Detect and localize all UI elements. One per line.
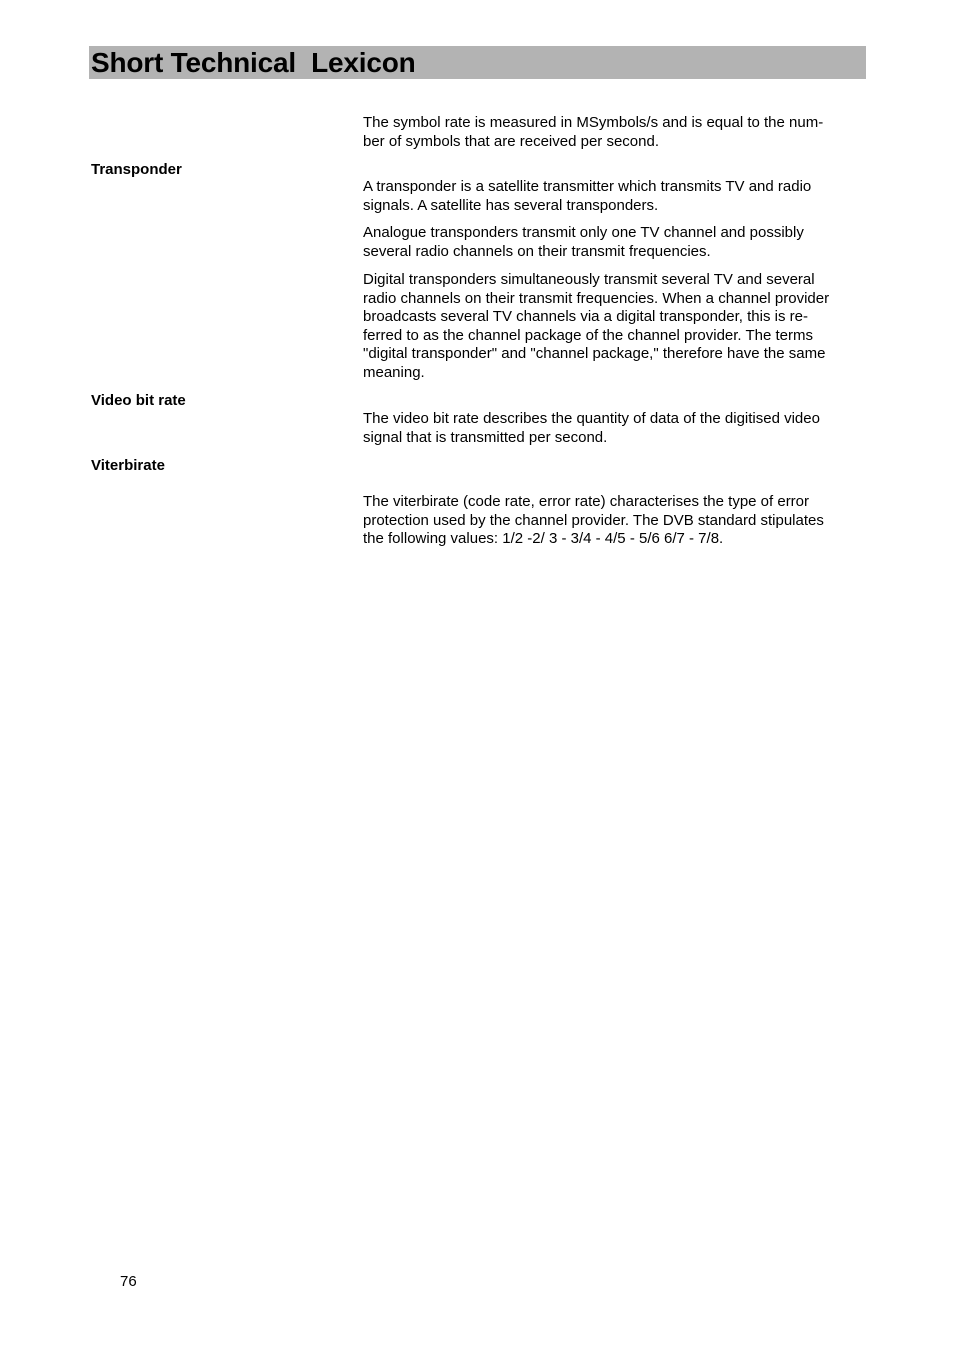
text-line: "digital transponder" and "channel package," therefore have the same xyxy=(363,345,826,363)
transponder-paragraph-3 xyxy=(363,271,868,383)
page-title: Short Technical Lexicon xyxy=(91,47,416,78)
text-line: Digital transponders simultaneously transmit several TV and several xyxy=(363,271,815,288)
text-line: The viterbirate (code rate, error rate) characterises the type of error xyxy=(363,493,810,510)
term-viterbirate: Viterbirate xyxy=(91,457,165,474)
text-line: radio channels on their transmit frequencies. When a channel provider xyxy=(363,289,830,307)
page-title-bar xyxy=(89,46,866,79)
transponder-paragraph-1 xyxy=(363,178,868,215)
term-video-bit-rate: Video bit rate xyxy=(91,392,186,409)
page-number: 76 xyxy=(120,1273,137,1290)
text-line: The video bit rate describes the quantity of data of the digitised video xyxy=(363,410,820,427)
text-line: the following values: 1/2 -2/ 3 - 3/4 - 4/5 - 5/6 6/7 - 7/8. xyxy=(363,530,724,548)
video-bit-rate-paragraph xyxy=(363,410,868,447)
text-line: signal that is transmitted per second. xyxy=(363,428,608,446)
text-line: ber of symbols that are received per second. xyxy=(363,132,659,150)
transponder-paragraph-2 xyxy=(363,224,868,261)
text-line: A transponder is a satellite transmitter which transmits TV and radio xyxy=(363,178,812,195)
text-line: several radio channels on their transmit frequencies. xyxy=(363,242,711,260)
text-line: Analogue transponders transmit only one TV channel and possibly xyxy=(363,224,804,241)
text-line: meaning. xyxy=(363,363,425,381)
text-line: broadcasts several TV channels via a digital transponder, this is re- xyxy=(363,308,808,326)
text-line: protection used by the channel provider. The DVB standard stipulates xyxy=(363,511,824,529)
text-line: ferred to as the channel package of the channel provider. The terms xyxy=(363,326,813,344)
viterbirate-paragraph xyxy=(363,493,868,549)
symbol-rate-paragraph xyxy=(363,114,868,151)
text-line: signals. A satellite has several transponders. xyxy=(363,196,659,214)
text-line: The symbol rate is measured in MSymbols/s and is equal to the num- xyxy=(363,114,824,131)
term-transponder: Transponder xyxy=(91,161,182,178)
